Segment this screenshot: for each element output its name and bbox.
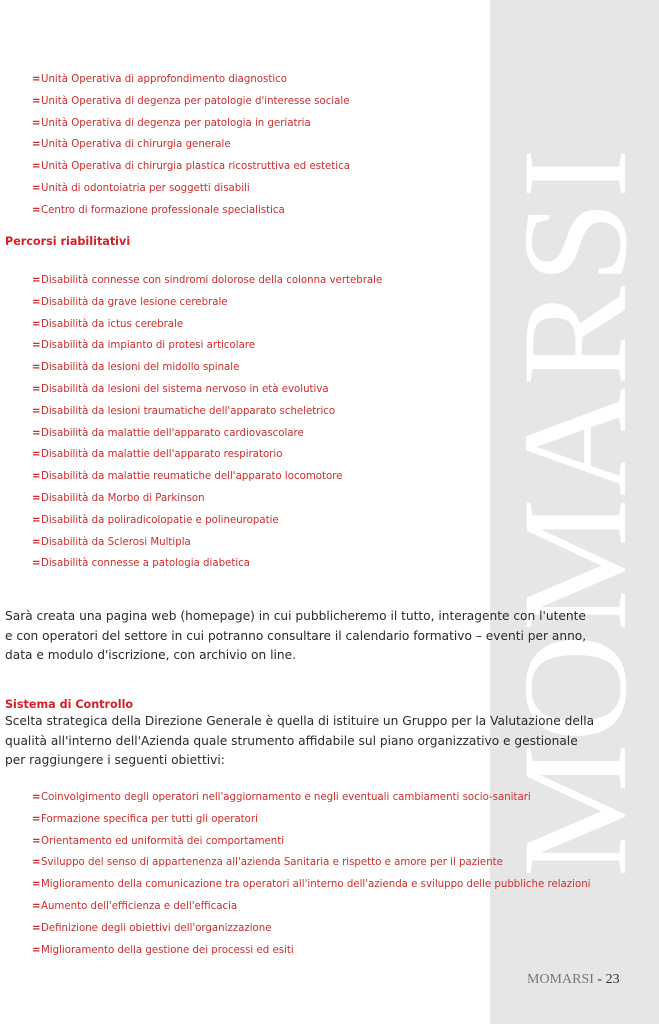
bullet-icon: = xyxy=(32,182,41,194)
list-item-text: Aumento dell'efficienza e dell'efficacia xyxy=(41,900,238,912)
list-item xyxy=(32,178,350,200)
watermark: MOMARSI xyxy=(492,146,658,878)
list-item-text: Disabilità da malattie dell'apparato cardiovascolare xyxy=(41,427,304,439)
page-footer xyxy=(527,972,620,988)
list-item xyxy=(32,156,350,178)
list-item xyxy=(32,200,350,222)
section-heading-percorsi: Percorsi riabilitativi xyxy=(5,235,131,248)
list-item-text: Orientamento ed uniformità dei comportamenti xyxy=(41,835,285,847)
list-item-text: Disabilità da Morbo di Parkinson xyxy=(41,492,205,504)
list-item-text: Unità Operativa di chirurgia plastica ricostruttiva ed estetica xyxy=(41,161,350,173)
bullet-icon: = xyxy=(32,427,41,439)
bullet-icon: = xyxy=(32,944,41,956)
list-item xyxy=(32,488,382,510)
bullet-icon: = xyxy=(32,900,41,912)
list-item xyxy=(32,852,591,874)
list-item xyxy=(32,918,591,940)
list-item xyxy=(32,401,382,423)
list-item-text: Disabilità da Sclerosi Multipla xyxy=(41,536,191,548)
list-item xyxy=(32,270,382,292)
list-item-text: Unità Operativa di degenza per patologia in geriatria xyxy=(41,117,311,129)
bullet-icon: = xyxy=(32,340,41,352)
list-item-text: Disabilità da malattie dell'apparato respiratorio xyxy=(41,449,283,461)
list-item xyxy=(32,113,350,135)
list-item-text: Sviluppo del senso di appartenenza all'azienda Sanitaria e rispetto e amore per il paziente xyxy=(41,857,503,869)
list-item-text: Unità di odontoiatria per soggetti disabili xyxy=(41,182,250,194)
bullet-icon: = xyxy=(32,813,41,825)
objectives-list xyxy=(32,787,591,961)
list-item xyxy=(32,423,382,445)
list-item xyxy=(32,91,350,113)
list-item-text: Coinvolgimento degli operatori nell'aggiornamento e negli eventuali cambiamenti socio-sanitari xyxy=(41,792,531,803)
list-item xyxy=(32,444,382,466)
bullet-icon: = xyxy=(32,161,41,173)
bullet-icon: = xyxy=(32,362,41,374)
bullet-icon: = xyxy=(32,492,41,504)
bullet-icon: = xyxy=(32,275,41,286)
list-item xyxy=(32,831,591,853)
bullet-icon: = xyxy=(32,139,41,151)
list-item xyxy=(32,69,350,91)
list-item xyxy=(32,532,382,554)
bullet-icon: = xyxy=(32,74,41,85)
bullet-icon: = xyxy=(32,558,41,570)
bullet-icon: = xyxy=(32,857,41,869)
list-item-text: Disabilità da ictus cerebrale xyxy=(41,318,184,330)
list-item xyxy=(32,896,591,918)
unit-list xyxy=(32,69,350,222)
bullet-icon: = xyxy=(32,536,41,548)
list-item xyxy=(32,874,591,896)
list-item-text: Disabilità da poliradicolopatie e polineuropatie xyxy=(41,514,279,526)
list-item-text: Miglioramento della comunicazione tra operatori all'interno dell'azienda e sviluppo delle pubbliche relazioni xyxy=(41,879,591,891)
list-item-text: Unità Operativa di chirurgia generale xyxy=(41,139,231,151)
list-item-text: Unità Operativa di degenza per patologie d'interesse sociale xyxy=(41,95,350,107)
bullet-icon: = xyxy=(32,296,41,308)
list-item xyxy=(32,553,382,575)
bullet-icon: = xyxy=(32,204,41,216)
list-item-text: Disabilità da malattie reumatiche dell'apparato locomotore xyxy=(41,471,343,483)
list-item-text: Unità Operativa di approfondimento diagnostico xyxy=(41,74,287,85)
bullet-icon: = xyxy=(32,383,41,395)
bullet-icon: = xyxy=(32,879,41,891)
list-item-text: Centro di formazione professionale specialistica xyxy=(41,204,285,216)
list-item xyxy=(32,809,591,831)
list-item-text: Definizione degli obiettivi dell'organizzazione xyxy=(41,922,272,934)
bullet-icon: = xyxy=(32,471,41,483)
list-item xyxy=(32,357,382,379)
list-item-text: Disabilità da lesioni del midollo spinale xyxy=(41,362,240,374)
list-item xyxy=(32,940,591,962)
list-item-text: Disabilità connesse con sindromi dolorose della colonna vertebrale xyxy=(41,275,383,286)
bullet-icon: = xyxy=(32,95,41,107)
list-item-text: Disabilità da lesioni del sistema nervoso in età evolutiva xyxy=(41,383,329,395)
list-item-text: Formazione specifica per tutti gli operatori xyxy=(41,813,258,825)
list-item xyxy=(32,134,350,156)
disability-list xyxy=(32,270,382,575)
page-number: 23 xyxy=(605,972,620,987)
list-item xyxy=(32,510,382,532)
paragraph-controllo: Scelta strategica della Direzione Generale è quella di istituire un Gruppo per la Valutazione della qualità all'interno dell'Azienda quale strumento affidabile sul piano organizzativo e gestionale per raggiungere i seguenti obiettivi: xyxy=(5,714,595,767)
list-item-text: Disabilità da grave lesione cerebrale xyxy=(41,296,228,308)
list-item xyxy=(32,466,382,488)
bullet-icon: = xyxy=(32,117,41,129)
footer-separator: - xyxy=(593,972,606,987)
list-item xyxy=(32,292,382,314)
bullet-icon: = xyxy=(32,514,41,526)
bullet-icon: = xyxy=(32,405,41,417)
footer-brand: MOMARSI xyxy=(527,972,594,987)
list-item xyxy=(32,335,382,357)
list-item xyxy=(32,787,591,809)
list-item-text: Miglioramento della gestione dei processi ed esiti xyxy=(41,944,294,956)
paragraph-homepage: Sarà creata una pagina web (homepage) in cui pubblicheremo il tutto, interagente con l'utente e con operatori del settore in cui potranno consultare il calendario formativo – eventi per anno, data e modulo d'iscrizione, con archivio on line. xyxy=(5,609,587,662)
bullet-icon: = xyxy=(32,792,41,803)
list-item-text: Disabilità da lesioni traumatiche dell'apparato scheletrico xyxy=(41,405,336,417)
list-item xyxy=(32,379,382,401)
bullet-icon: = xyxy=(32,835,41,847)
bullet-icon: = xyxy=(32,318,41,330)
list-item xyxy=(32,314,382,336)
list-item-text: Disabilità da impianto di protesi articolare xyxy=(41,340,256,352)
bullet-icon: = xyxy=(32,922,41,934)
list-item-text: Disabilità connesse a patologia diabetica xyxy=(41,558,250,570)
bullet-icon: = xyxy=(32,449,41,461)
section-heading-controllo: Sistema di Controllo xyxy=(5,698,134,711)
